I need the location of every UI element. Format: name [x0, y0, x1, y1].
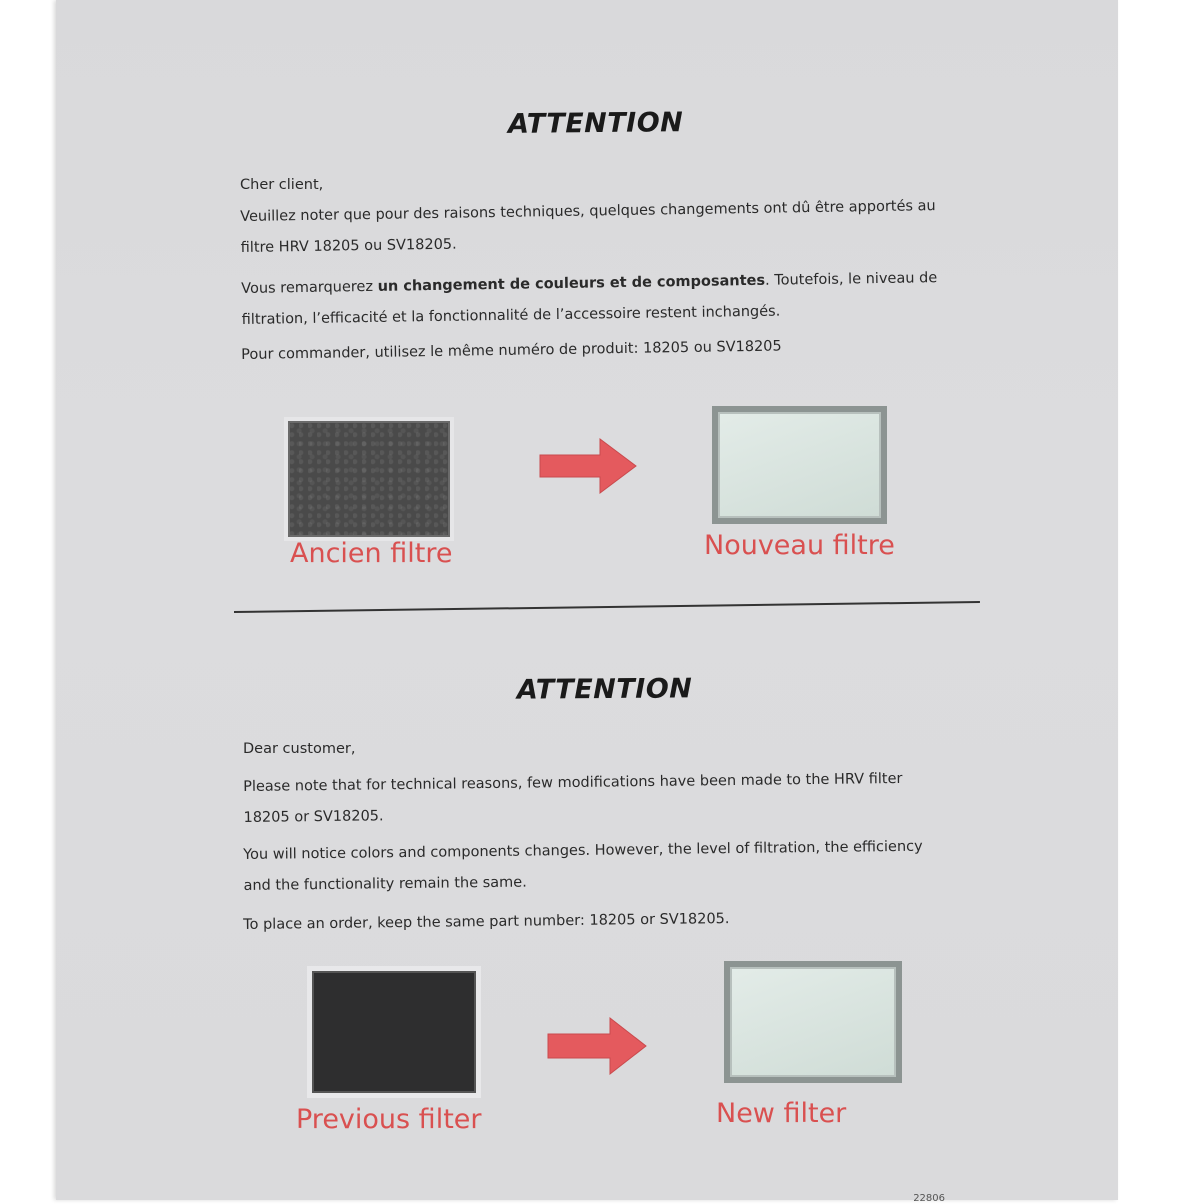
english-p2-line2: and the functionality remain the same. — [243, 874, 527, 894]
english-paragraph-1 — [243, 764, 903, 834]
english-greeting: Dear customer, — [243, 741, 356, 757]
english-p1-line2: 18205 or SV18205. — [243, 808, 384, 826]
french-paragraph-3: Pour commander, utilisez le même numéro de produit: 18205 ou SV18205 — [241, 338, 782, 363]
french-p1-line2: filtre HRV 18205 ou SV18205. — [240, 236, 457, 256]
french-greeting: Cher client, — [240, 177, 324, 193]
english-paragraph-3: To place an order, keep the same part number: 18205 or SV18205. — [243, 911, 730, 933]
new-filter-label: Nouveau filtre — [704, 530, 895, 561]
french-p2-text-b: . Toutefois, le niveau de — [764, 270, 938, 289]
french-paragraph-2 — [241, 263, 938, 336]
new-filter-image-en — [724, 961, 902, 1083]
arrow-right-icon — [538, 437, 638, 495]
old-filter-image — [288, 421, 450, 537]
english-paragraph-2 — [243, 832, 923, 902]
arrow-right-icon — [546, 1016, 648, 1076]
english-title: ATTENTION — [516, 673, 693, 706]
french-p2-line2: filtration, l’efficacité et la fonctionnalité de l’accessoire restent inchangés. — [241, 303, 781, 328]
english-p2-line1: You will notice colors and components changes. However, the level of filtration, the efficiency — [243, 838, 923, 863]
french-title: ATTENTION — [507, 107, 684, 140]
previous-filter-image — [312, 971, 476, 1093]
french-paragraph-1 — [240, 191, 936, 264]
french-p2-bold: un changement de couleurs et de composantes — [377, 272, 766, 295]
old-filter-label: Ancien filtre — [290, 538, 453, 569]
english-p1-line1: Please note that for technical reasons, few modifications have been made to the HRV filter — [243, 770, 903, 795]
previous-filter-label: Previous filter — [296, 1104, 482, 1135]
french-p1-line1: Veuillez noter que pour des raisons techniques, quelques changements ont dû être apportés au — [240, 198, 936, 225]
footer-mark: 22806 — [913, 1193, 945, 1204]
new-filter-label-en: New filter — [716, 1098, 847, 1129]
french-p2-text-a: Vous remarquerez — [241, 278, 378, 297]
new-filter-image — [712, 406, 887, 524]
